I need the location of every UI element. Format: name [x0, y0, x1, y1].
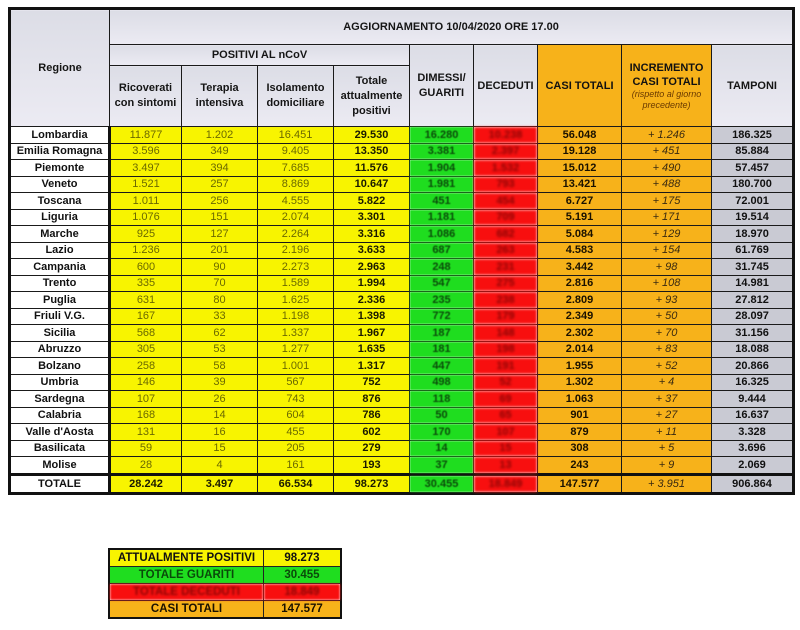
cell-regione: TOTALE — [10, 474, 110, 493]
cell-isolamento: 205 — [258, 440, 334, 457]
cell-tamponi: 31.745 — [712, 259, 794, 276]
header-incremento-sub: (rispetto al giorno precedente) — [631, 88, 702, 110]
cell-ricoverati: 167 — [110, 308, 182, 325]
cell-regione: Calabria — [10, 407, 110, 424]
cell-regione: Emilia Romagna — [10, 143, 110, 160]
summary-label: CASI TOTALI — [109, 601, 264, 619]
cell-regione: Friuli V.G. — [10, 308, 110, 325]
cell-deceduti: 179 — [474, 308, 538, 325]
cell-casi-totali: 5.084 — [538, 226, 622, 243]
cell-casi-totali: 147.577 — [538, 474, 622, 493]
cell-casi-totali: 2.349 — [538, 308, 622, 325]
cell-totale-positivi: 752 — [334, 374, 410, 391]
cell-isolamento: 7.685 — [258, 160, 334, 177]
cell-ricoverati: 131 — [110, 424, 182, 441]
cell-regione: Trento — [10, 275, 110, 292]
cell-regione: Bolzano — [10, 358, 110, 375]
cell-regione: Marche — [10, 226, 110, 243]
table-row — [10, 308, 794, 325]
cell-casi-totali: 1.955 — [538, 358, 622, 375]
header-regione: Regione — [10, 9, 110, 127]
cell-terapia: 62 — [182, 325, 258, 342]
cell-casi-totali: 19.128 — [538, 143, 622, 160]
table-row — [10, 176, 794, 193]
cell-terapia: 26 — [182, 391, 258, 408]
cell-terapia: 3.497 — [182, 474, 258, 493]
cell-casi-totali: 2.014 — [538, 341, 622, 358]
cell-terapia: 394 — [182, 160, 258, 177]
cell-tamponi: 61.769 — [712, 242, 794, 259]
cell-isolamento: 1.625 — [258, 292, 334, 309]
cell-tamponi: 72.001 — [712, 193, 794, 210]
cell-dimessi: 30.455 — [410, 474, 474, 493]
cell-casi-totali: 5.191 — [538, 209, 622, 226]
summary-box — [108, 548, 342, 619]
cell-ricoverati: 3.497 — [110, 160, 182, 177]
cell-casi-totali: 2.302 — [538, 325, 622, 342]
cell-incremento: + 11 — [622, 424, 712, 441]
table-row — [10, 226, 794, 243]
cell-tamponi: 16.325 — [712, 374, 794, 391]
cell-casi-totali: 243 — [538, 457, 622, 475]
cell-terapia: 58 — [182, 358, 258, 375]
cell-regione: Liguria — [10, 209, 110, 226]
cell-terapia: 14 — [182, 407, 258, 424]
cell-ricoverati: 1.236 — [110, 242, 182, 259]
cell-terapia: 70 — [182, 275, 258, 292]
cell-terapia: 349 — [182, 143, 258, 160]
summary-label: ATTUALMENTE POSITIVI — [109, 549, 264, 567]
cell-isolamento: 2.264 — [258, 226, 334, 243]
table-row-totale — [10, 474, 794, 493]
cell-casi-totali: 56.048 — [538, 127, 622, 144]
cell-dimessi: 181 — [410, 341, 474, 358]
cell-tamponi: 28.097 — [712, 308, 794, 325]
cell-dimessi: 37 — [410, 457, 474, 475]
table-row — [10, 259, 794, 276]
cell-totale-positivi: 10.647 — [334, 176, 410, 193]
cell-isolamento: 1.277 — [258, 341, 334, 358]
header-isolamento: Isolamento domiciliare — [258, 66, 334, 127]
summary-value: 18.849 — [264, 584, 342, 601]
cell-isolamento: 1.198 — [258, 308, 334, 325]
table-row — [10, 424, 794, 441]
cell-deceduti: 65 — [474, 407, 538, 424]
cell-tamponi: 14.981 — [712, 275, 794, 292]
cell-incremento: + 98 — [622, 259, 712, 276]
header-ricoverati: Ricoverati con sintomi — [110, 66, 182, 127]
cell-regione: Lombardia — [10, 127, 110, 144]
cell-dimessi: 118 — [410, 391, 474, 408]
cell-dimessi: 547 — [410, 275, 474, 292]
cell-deceduti: 148 — [474, 325, 538, 342]
cell-isolamento: 604 — [258, 407, 334, 424]
cell-deceduti: 18.849 — [474, 474, 538, 493]
cell-terapia: 1.202 — [182, 127, 258, 144]
cell-isolamento: 567 — [258, 374, 334, 391]
cell-isolamento: 16.451 — [258, 127, 334, 144]
cell-incremento: + 490 — [622, 160, 712, 177]
cell-incremento: + 1.246 — [622, 127, 712, 144]
cell-dimessi: 50 — [410, 407, 474, 424]
cell-deceduti: 52 — [474, 374, 538, 391]
cell-tamponi: 906.864 — [712, 474, 794, 493]
cell-totale-positivi: 876 — [334, 391, 410, 408]
summary-label: TOTALE DECEDUTI — [109, 584, 264, 601]
cell-isolamento: 1.337 — [258, 325, 334, 342]
cell-incremento: + 9 — [622, 457, 712, 475]
cell-dimessi: 16.280 — [410, 127, 474, 144]
table-row — [10, 275, 794, 292]
cell-ricoverati: 3.596 — [110, 143, 182, 160]
cell-casi-totali: 308 — [538, 440, 622, 457]
cell-tamponi: 18.088 — [712, 341, 794, 358]
cell-totale-positivi: 279 — [334, 440, 410, 457]
cell-isolamento: 455 — [258, 424, 334, 441]
cell-terapia: 39 — [182, 374, 258, 391]
table-row — [10, 358, 794, 375]
cell-tamponi: 2.069 — [712, 457, 794, 475]
cell-terapia: 90 — [182, 259, 258, 276]
cell-incremento: + 154 — [622, 242, 712, 259]
summary-row-casi-totali — [109, 601, 341, 619]
cell-regione: Sardegna — [10, 391, 110, 408]
cell-isolamento: 4.555 — [258, 193, 334, 210]
cell-ricoverati: 305 — [110, 341, 182, 358]
cell-isolamento: 1.001 — [258, 358, 334, 375]
cell-terapia: 257 — [182, 176, 258, 193]
cell-regione: Campania — [10, 259, 110, 276]
cell-deceduti: 793 — [474, 176, 538, 193]
summary-row-guariti — [109, 567, 341, 584]
cell-tamponi: 57.457 — [712, 160, 794, 177]
cell-totale-positivi: 602 — [334, 424, 410, 441]
cell-deceduti: 69 — [474, 391, 538, 408]
cell-terapia: 256 — [182, 193, 258, 210]
cell-incremento: + 50 — [622, 308, 712, 325]
cell-isolamento: 2.074 — [258, 209, 334, 226]
cell-incremento: + 108 — [622, 275, 712, 292]
cell-terapia: 201 — [182, 242, 258, 259]
cell-tamponi: 16.637 — [712, 407, 794, 424]
cell-dimessi: 1.181 — [410, 209, 474, 226]
cell-casi-totali: 901 — [538, 407, 622, 424]
table-row — [10, 457, 794, 475]
cell-deceduti: 13 — [474, 457, 538, 475]
table-row — [10, 325, 794, 342]
cell-ricoverati: 11.877 — [110, 127, 182, 144]
cell-deceduti: 231 — [474, 259, 538, 276]
cell-dimessi: 1.981 — [410, 176, 474, 193]
cell-ricoverati: 568 — [110, 325, 182, 342]
cell-deceduti: 198 — [474, 341, 538, 358]
cell-isolamento: 1.589 — [258, 275, 334, 292]
cell-dimessi: 3.381 — [410, 143, 474, 160]
cell-dimessi: 447 — [410, 358, 474, 375]
cell-casi-totali: 1.302 — [538, 374, 622, 391]
cell-incremento: + 27 — [622, 407, 712, 424]
page-title: AGGIORNAMENTO 10/04/2020 ORE 17.00 — [110, 9, 794, 45]
cell-dimessi: 235 — [410, 292, 474, 309]
cell-regione: Sicilia — [10, 325, 110, 342]
cell-deceduti: 1.532 — [474, 160, 538, 177]
cell-tamponi: 9.444 — [712, 391, 794, 408]
cell-isolamento: 2.273 — [258, 259, 334, 276]
cell-incremento: + 175 — [622, 193, 712, 210]
header-totale-positivi: Totale attualmente positivi — [334, 66, 410, 127]
table-row — [10, 127, 794, 144]
cell-totale-positivi: 2.963 — [334, 259, 410, 276]
table-row — [10, 209, 794, 226]
table-row — [10, 292, 794, 309]
cell-isolamento: 161 — [258, 457, 334, 475]
cell-dimessi: 170 — [410, 424, 474, 441]
cell-incremento: + 37 — [622, 391, 712, 408]
cell-regione: Molise — [10, 457, 110, 475]
cell-deceduti: 10.238 — [474, 127, 538, 144]
table-row — [10, 440, 794, 457]
cell-regione: Basilicata — [10, 440, 110, 457]
cell-totale-positivi: 1.994 — [334, 275, 410, 292]
cell-incremento: + 488 — [622, 176, 712, 193]
table-row — [10, 193, 794, 210]
summary-value: 30.455 — [264, 567, 342, 584]
cell-ricoverati: 28.242 — [110, 474, 182, 493]
cell-ricoverati: 258 — [110, 358, 182, 375]
cell-totale-positivi: 11.576 — [334, 160, 410, 177]
cell-incremento: + 451 — [622, 143, 712, 160]
cell-terapia: 53 — [182, 341, 258, 358]
summary-value: 98.273 — [264, 549, 342, 567]
cell-ricoverati: 925 — [110, 226, 182, 243]
cell-dimessi: 498 — [410, 374, 474, 391]
cell-casi-totali: 2.809 — [538, 292, 622, 309]
cell-regione: Lazio — [10, 242, 110, 259]
cell-incremento: + 83 — [622, 341, 712, 358]
cell-terapia: 127 — [182, 226, 258, 243]
cell-incremento: + 4 — [622, 374, 712, 391]
cell-tamponi: 180.700 — [712, 176, 794, 193]
header-casi-totali: CASI TOTALI — [538, 45, 622, 127]
cell-totale-positivi: 193 — [334, 457, 410, 475]
summary-value: 147.577 — [264, 601, 342, 619]
cell-deceduti: 2.397 — [474, 143, 538, 160]
cell-totale-positivi: 786 — [334, 407, 410, 424]
cell-incremento: + 129 — [622, 226, 712, 243]
cell-isolamento: 2.196 — [258, 242, 334, 259]
summary-label: TOTALE GUARITI — [109, 567, 264, 584]
cell-regione: Piemonte — [10, 160, 110, 177]
cell-isolamento: 9.405 — [258, 143, 334, 160]
cell-ricoverati: 631 — [110, 292, 182, 309]
cell-tamponi: 27.812 — [712, 292, 794, 309]
table-body — [10, 127, 794, 494]
covid-regional-table — [8, 7, 795, 495]
cell-incremento: + 3.951 — [622, 474, 712, 493]
cell-ricoverati: 335 — [110, 275, 182, 292]
header-deceduti: DECEDUTI — [474, 45, 538, 127]
cell-terapia: 80 — [182, 292, 258, 309]
cell-isolamento: 8.869 — [258, 176, 334, 193]
cell-incremento: + 52 — [622, 358, 712, 375]
table-row — [10, 160, 794, 177]
header-positivi-group: POSITIVI AL nCoV — [110, 45, 410, 66]
cell-totale-positivi: 1.967 — [334, 325, 410, 342]
cell-totale-positivi: 1.317 — [334, 358, 410, 375]
cell-ricoverati: 1.521 — [110, 176, 182, 193]
cell-totale-positivi: 98.273 — [334, 474, 410, 493]
cell-regione: Valle d'Aosta — [10, 424, 110, 441]
cell-casi-totali: 3.442 — [538, 259, 622, 276]
cell-deceduti: 191 — [474, 358, 538, 375]
cell-tamponi: 19.514 — [712, 209, 794, 226]
cell-dimessi: 187 — [410, 325, 474, 342]
cell-isolamento: 743 — [258, 391, 334, 408]
cell-regione: Umbria — [10, 374, 110, 391]
cell-deceduti: 709 — [474, 209, 538, 226]
header-incremento-label: INCREMENTO CASI TOTALI — [629, 61, 704, 88]
header-tamponi: TAMPONI — [712, 45, 794, 127]
table-row — [10, 341, 794, 358]
cell-totale-positivi: 29.530 — [334, 127, 410, 144]
cell-deceduti: 263 — [474, 242, 538, 259]
cell-terapia: 151 — [182, 209, 258, 226]
cell-dimessi: 1.086 — [410, 226, 474, 243]
cell-dimessi: 687 — [410, 242, 474, 259]
cell-ricoverati: 1.076 — [110, 209, 182, 226]
cell-totale-positivi: 1.398 — [334, 308, 410, 325]
cell-tamponi: 3.328 — [712, 424, 794, 441]
cell-casi-totali: 6.727 — [538, 193, 622, 210]
cell-totale-positivi: 5.822 — [334, 193, 410, 210]
cell-terapia: 15 — [182, 440, 258, 457]
cell-totale-positivi: 3.633 — [334, 242, 410, 259]
cell-deceduti: 15 — [474, 440, 538, 457]
table-row — [10, 143, 794, 160]
cell-ricoverati: 146 — [110, 374, 182, 391]
table-row — [10, 374, 794, 391]
cell-incremento: + 5 — [622, 440, 712, 457]
cell-ricoverati: 168 — [110, 407, 182, 424]
cell-deceduti: 107 — [474, 424, 538, 441]
cell-tamponi: 20.866 — [712, 358, 794, 375]
cell-deceduti: 454 — [474, 193, 538, 210]
cell-ricoverati: 59 — [110, 440, 182, 457]
cell-tamponi: 18.970 — [712, 226, 794, 243]
table-row — [10, 391, 794, 408]
cell-regione: Veneto — [10, 176, 110, 193]
cell-regione: Toscana — [10, 193, 110, 210]
cell-terapia: 16 — [182, 424, 258, 441]
cell-regione: Abruzzo — [10, 341, 110, 358]
cell-casi-totali: 1.063 — [538, 391, 622, 408]
cell-incremento: + 171 — [622, 209, 712, 226]
cell-ricoverati: 107 — [110, 391, 182, 408]
cell-ricoverati: 1.011 — [110, 193, 182, 210]
header-terapia: Terapia intensiva — [182, 66, 258, 127]
cell-totale-positivi: 2.336 — [334, 292, 410, 309]
header-dimessi: DIMESSI/ GUARITI — [410, 45, 474, 127]
cell-casi-totali: 13.421 — [538, 176, 622, 193]
cell-totale-positivi: 13.350 — [334, 143, 410, 160]
cell-regione: Puglia — [10, 292, 110, 309]
summary-row-positivi — [109, 549, 341, 567]
cell-terapia: 33 — [182, 308, 258, 325]
cell-incremento: + 93 — [622, 292, 712, 309]
cell-dimessi: 1.904 — [410, 160, 474, 177]
table-row — [10, 242, 794, 259]
header-incremento — [622, 45, 712, 127]
cell-dimessi: 772 — [410, 308, 474, 325]
summary-row-deceduti — [109, 584, 341, 601]
cell-casi-totali: 4.583 — [538, 242, 622, 259]
cell-casi-totali: 879 — [538, 424, 622, 441]
cell-deceduti: 682 — [474, 226, 538, 243]
cell-casi-totali: 2.816 — [538, 275, 622, 292]
cell-dimessi: 14 — [410, 440, 474, 457]
cell-totale-positivi: 3.301 — [334, 209, 410, 226]
cell-dimessi: 451 — [410, 193, 474, 210]
cell-terapia: 4 — [182, 457, 258, 475]
cell-ricoverati: 600 — [110, 259, 182, 276]
cell-deceduti: 275 — [474, 275, 538, 292]
cell-totale-positivi: 1.635 — [334, 341, 410, 358]
cell-casi-totali: 15.012 — [538, 160, 622, 177]
cell-isolamento: 66.534 — [258, 474, 334, 493]
cell-ricoverati: 28 — [110, 457, 182, 475]
cell-totale-positivi: 3.316 — [334, 226, 410, 243]
cell-tamponi: 3.696 — [712, 440, 794, 457]
cell-deceduti: 238 — [474, 292, 538, 309]
cell-tamponi: 31.156 — [712, 325, 794, 342]
cell-tamponi: 186.325 — [712, 127, 794, 144]
table-row — [10, 407, 794, 424]
cell-incremento: + 70 — [622, 325, 712, 342]
cell-dimessi: 248 — [410, 259, 474, 276]
cell-tamponi: 85.884 — [712, 143, 794, 160]
